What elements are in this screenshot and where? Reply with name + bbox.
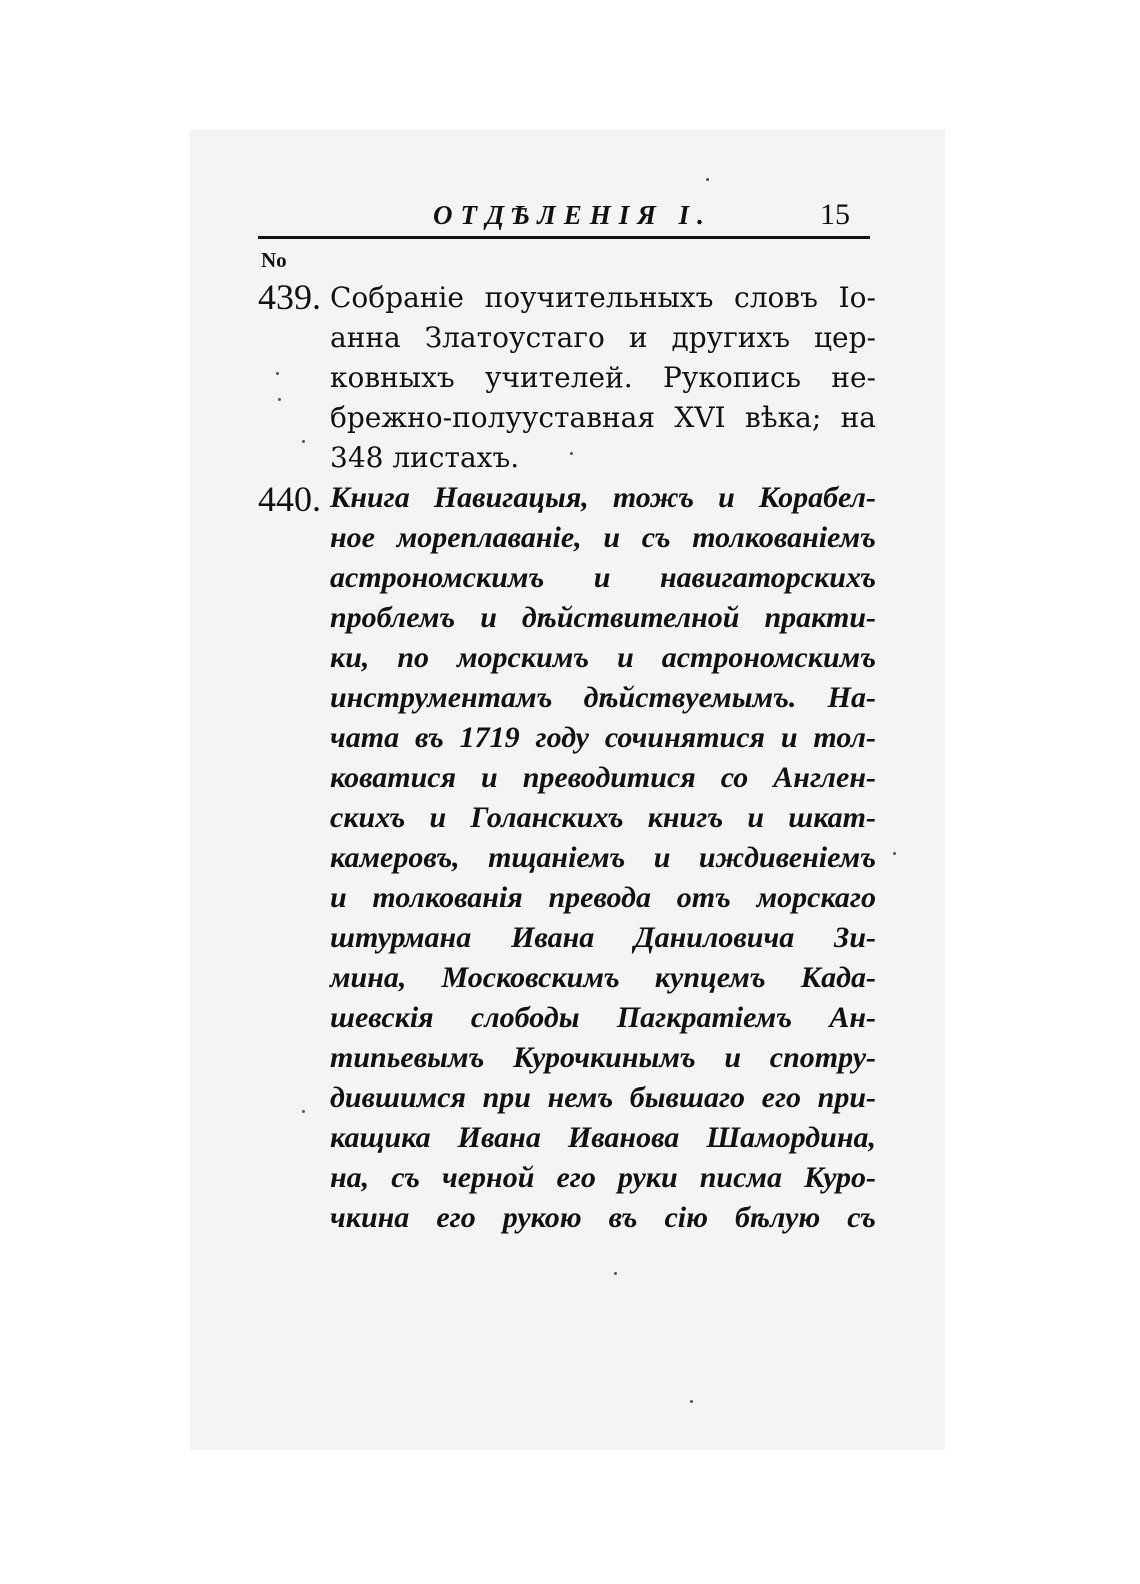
- text-line: кащика Ивана Иванова Шамордина,: [330, 1121, 876, 1154]
- text-line: Собраніе поучительныхъ словъ Іо-: [330, 281, 876, 314]
- text-line: брежно-полууставная XVI вѣка; на: [330, 401, 876, 434]
- scan-speck: [570, 452, 573, 455]
- text-line: ное мореплаваніе, и съ толкованіемъ: [330, 521, 876, 554]
- page-number: 15: [820, 198, 850, 231]
- entry-number: 439.: [258, 277, 321, 317]
- header-rule: [258, 236, 870, 239]
- scan-speck: [690, 1400, 693, 1403]
- text-line: анна Златоустаго и другихъ цер-: [330, 321, 876, 354]
- text-line: на, съ черной его руки писма Куро-: [330, 1161, 876, 1194]
- text-line: чата въ 1719 году сочинятися и тол-: [330, 721, 876, 754]
- text-line: 348 листахъ.: [330, 441, 520, 474]
- scan-speck: [276, 372, 279, 375]
- scan-speck: [278, 398, 281, 401]
- scan-speck: [302, 440, 305, 443]
- running-head: [258, 196, 870, 236]
- scan-speck: [706, 178, 709, 181]
- entry-text: [330, 278, 876, 478]
- text-line: чкина его рукою въ сію бѣлую съ: [330, 1201, 876, 1234]
- text-line: коватися и преводитися со Англен-: [330, 761, 876, 794]
- text-line: инструментамъ дѣйствуемымъ. На-: [330, 681, 876, 714]
- entry-number: 440.: [258, 479, 321, 519]
- text-line: скихъ и Голанскихъ книгъ и шкат-: [330, 801, 876, 834]
- text-line: астрономскимъ и навигаторскихъ: [330, 561, 876, 594]
- text-line: мина, Московскимъ купцемъ Када-: [330, 961, 876, 994]
- text-line: камеровъ, тщаніемъ и иждивеніемъ: [330, 841, 876, 874]
- scan-speck: [893, 852, 896, 855]
- text-line: дившимся при немъ бывшаго его при-: [330, 1081, 876, 1114]
- text-line: ковныхъ учителей. Рукопись не-: [330, 361, 876, 394]
- text-line: шевскія слободы Пагкратіемъ Ан-: [330, 1001, 876, 1034]
- text-line: проблемъ и дѣйствителной практи-: [330, 601, 876, 634]
- running-title: ОТДѢЛЕНІЯ I.: [433, 200, 712, 230]
- number-column-label: No: [261, 248, 287, 272]
- scan-speck: [614, 1272, 617, 1275]
- entry-text: [330, 478, 876, 1238]
- text-line: типьевымъ Курочкинымъ и спотру-: [330, 1041, 876, 1074]
- text-line: Книга Навигацыя, тожъ и Корабел-: [330, 481, 876, 514]
- text-line: и толкованія превода отъ морскаго: [330, 881, 876, 914]
- text-line: ки, по морскимъ и астрономскимъ: [330, 641, 876, 674]
- scan-speck: [302, 1110, 305, 1113]
- text-line: штурмана Ивана Даниловича Зи-: [330, 921, 876, 954]
